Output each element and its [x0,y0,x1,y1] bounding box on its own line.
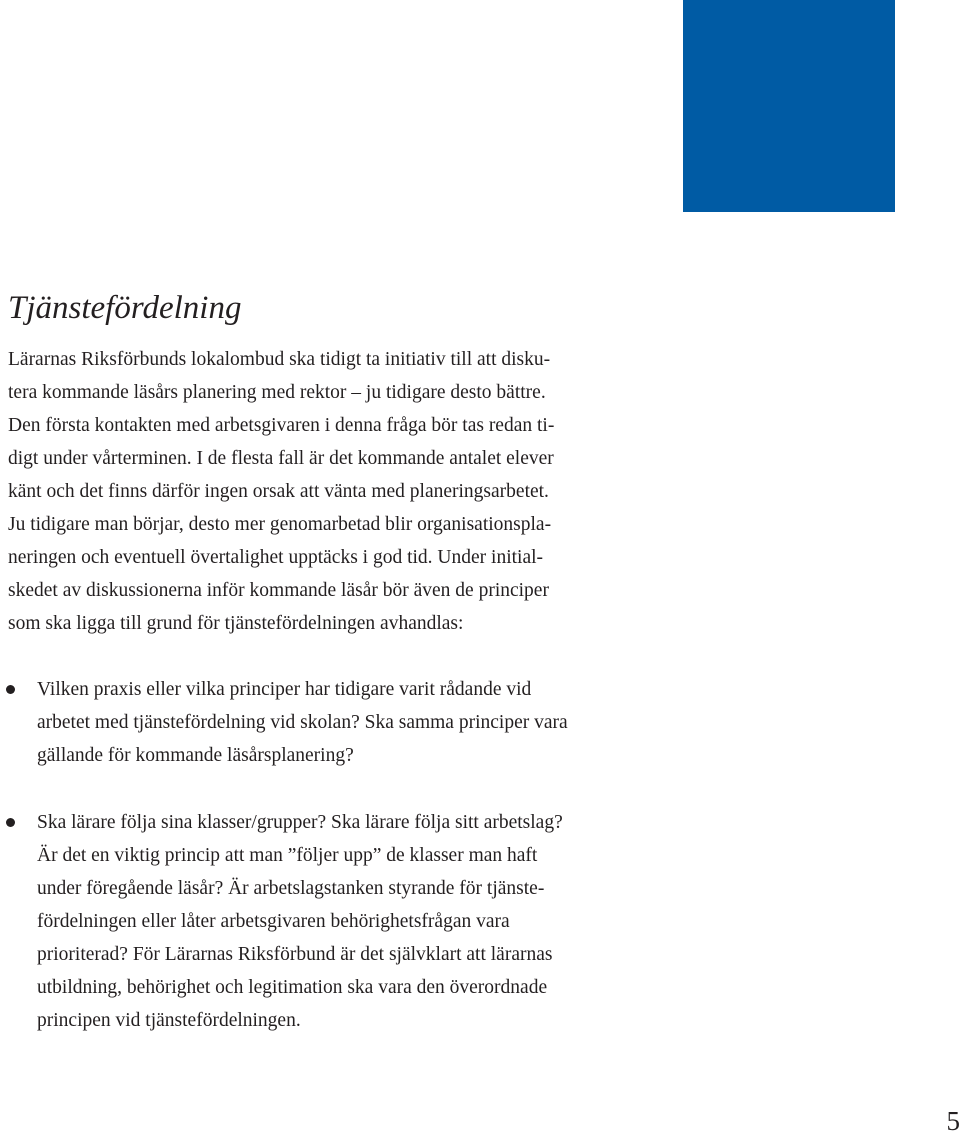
paragraph-line: som ska ligga till grund för tjänstefördelningen avhandlas: [8,613,464,634]
paragraph-line: neringen och eventuell övertalighet upptäcks i god tid. Under initial- [8,547,544,568]
bullet-line: utbildning, behörighet och legitimation ska vara den överordnade [37,977,548,998]
bullet-line: principen vid tjänstefördelningen. [37,1010,301,1031]
bullet-line: under föregående läsår? Är arbetslagstanken styrande för tjänste- [37,878,545,899]
paragraph-line: tera kommande läsårs planering med rektor – ju tidigare desto bättre. [8,382,546,403]
paragraph-line: Den första kontakten med arbetsgivaren i denna fråga bör tas redan ti- [8,415,555,436]
bullet-line: gällande för kommande läsårsplanering? [37,745,354,766]
paragraph-line: Lärarnas Riksförbunds lokalombud ska tidigt ta initiativ till att disku- [8,349,551,370]
bullet-line: arbetet med tjänstefördelning vid skolan? Ska samma principer vara [37,712,568,733]
paragraph-line: skedet av diskussionerna inför kommande läsår bör även de principer [8,580,549,601]
paragraph-line: Ju tidigare man börjar, desto mer genomarbetad blir organisationspla- [8,514,552,535]
paragraph-line: digt under vårterminen. I de flesta fall är det kommande antalet elever [8,448,554,469]
section-heading: Tjänstefördelning [8,290,242,326]
bullet-dot-icon [6,685,15,694]
decorative-blue-block [683,0,895,212]
bullet-dot-icon [6,818,15,827]
bullet-line: prioriterad? För Lärarnas Riksförbund är det självklart att lärarnas [37,944,553,965]
bullet-line: Ska lärare följa sina klasser/grupper? Ska lärare följa sitt arbetslag? [37,812,563,833]
paragraph-line: känt och det finns därför ingen orsak att vänta med planeringsarbetet. [8,481,549,502]
bullet-line: fördelningen eller låter arbetsgivaren behörighetsfrågan vara [37,911,510,932]
page-number: 5 [946,1106,960,1136]
bullet-line: Är det en viktig princip att man ”följer upp” de klasser man haft [37,845,538,866]
bullet-line: Vilken praxis eller vilka principer har tidigare varit rådande vid [37,679,532,700]
